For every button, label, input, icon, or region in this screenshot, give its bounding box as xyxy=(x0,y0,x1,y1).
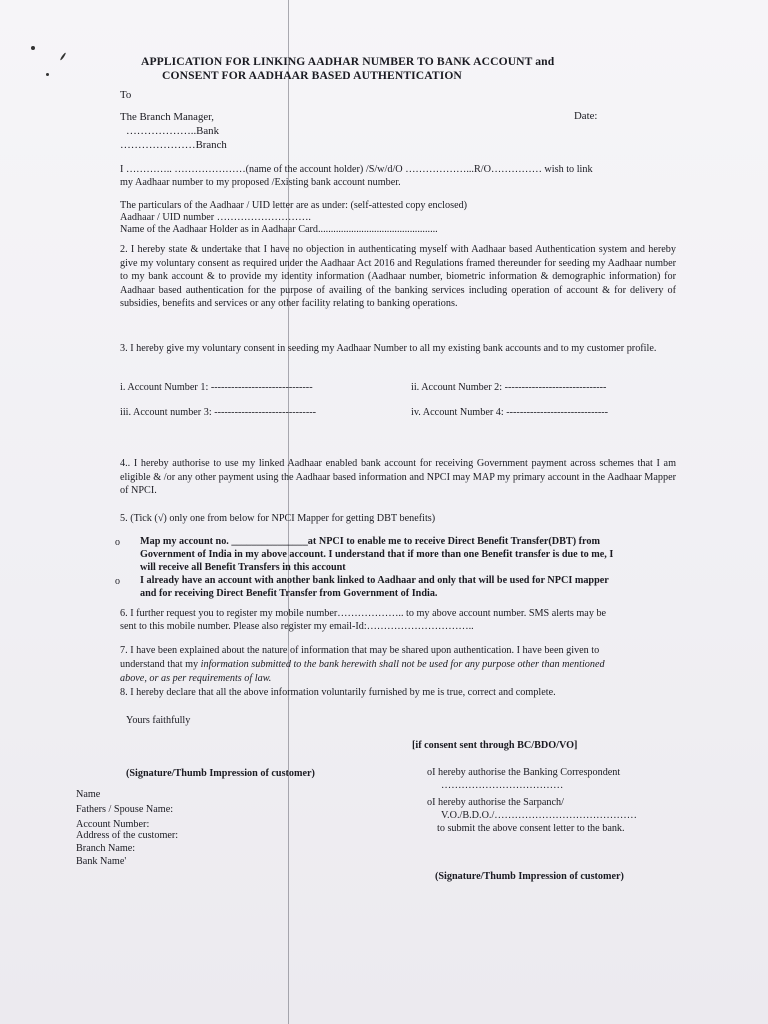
para2-consent: 2. I hereby state & undertake that I have no objection in authenticating myself with Aadhaar based Authentication system and hereby give my voluntary consent as required under the Aadhaar Act 2016 and Regulations framed thereunder for seeding my Aadhaar number to my bank account & to provide my identity information (Aadhaar number, biometric information & demographic information) for Aadhaar based authentication for the purpose of availing of the banking services including operation of account & for delivery of subsidies, benefits and services or any other facility relating to banking operations. xyxy=(120,244,676,309)
scan-speck xyxy=(31,46,35,50)
para7-italic-text: information submitted to the bank herewith shall not be used for any purpose other than mentioned xyxy=(200,659,605,670)
para1-line-1: I ………….. …………………(name of the account holder) /S/w/d/O ………………...R/O…………… wish to link xyxy=(120,164,593,175)
option1-line-3: will receive all Benefit Transfers in this account xyxy=(140,562,346,573)
para4-authorisation: 4.. I hereby authorise to use my linked Aadhaar enabled bank account for receiving Government payment across schemes that I am eligible & /or any other payment using the Aadhaar based information and NPCI may MAP my primary account in the Aadhaar Mapper of NPCI. xyxy=(120,458,676,496)
bc-option-2-radio[interactable]: o xyxy=(427,797,433,808)
customer-name-label: Name xyxy=(76,789,101,800)
particulars-line-1: The particulars of the Aadhaar / UID letter are as under: (self-attested copy enclosed) xyxy=(120,200,468,211)
account-number-2: ii. Account Number 2: ------------------------------ xyxy=(411,382,607,393)
para8-declaration: 8. I hereby declare that all the above information voluntarily furnished by me is true, correct and complete. xyxy=(120,687,556,698)
bank-line: ………………..Bank xyxy=(126,125,219,137)
para1-line-2: my Aadhaar number to my proposed /Existing bank account number. xyxy=(120,177,401,188)
option2-radio[interactable]: o xyxy=(115,576,120,587)
account-number-label: Account Number: xyxy=(76,819,150,830)
account-number-1: i. Account Number 1: ------------------------------ xyxy=(120,382,313,393)
branch-line: …………………Branch xyxy=(120,139,227,151)
option1-radio[interactable]: o xyxy=(115,537,120,548)
option1-line-1: Map my account no. _______________at NPCI to enable me to receive Direct Benefit Transfer(DBT) from xyxy=(140,536,600,547)
account-number-4: iv. Account Number 4: ------------------------------ xyxy=(411,407,609,418)
para7-line-2 xyxy=(120,658,605,672)
option2-line-2: and for receiving Direct Benefit Transfer from Government of India. xyxy=(140,588,438,599)
para6-line-1: 6. I further request you to register my mobile number……………….. to my above account number. SMS alerts may be xyxy=(120,608,607,619)
bc-option-1-radio[interactable]: o xyxy=(427,767,433,778)
account-number-3: iii. Account number 3: ------------------------------ xyxy=(120,407,316,418)
to-label: To xyxy=(120,89,132,101)
date-label: Date: xyxy=(574,110,598,122)
para7-line-3: above, or as per requirements of law. xyxy=(120,673,272,684)
title-line-1: APPLICATION FOR LINKING AADHAR NUMBER TO BANK ACCOUNT and xyxy=(141,55,555,68)
bc-option-2-text: I hereby authorise the Sarpanch/ xyxy=(432,797,564,808)
scan-speck xyxy=(46,73,49,76)
signature-customer-2: (Signature/Thumb Impression of customer) xyxy=(435,871,624,882)
bc-option-1-text: I hereby authorise the Banking Correspondent xyxy=(432,767,621,778)
option1-line-2: Government of India in my above account. I understand that if more than one Benefit transfer is due to me, I xyxy=(140,549,614,560)
para7-line-1: 7. I have been explained about the nature of information that may be shared upon authentication. I have been given to xyxy=(120,645,600,656)
para5-tick-instruction: 5. (Tick (√) only one from below for NPCI Mapper for getting DBT benefits) xyxy=(120,513,436,524)
bc-correspondent-blank: ……………………………… xyxy=(441,780,564,791)
father-spouse-name-label: Fathers / Spouse Name: xyxy=(76,804,174,815)
para6-line-2: sent to this mobile number. Please also register my email-Id:………………………….. xyxy=(120,621,474,632)
vo-bdo-blank: V.O./B.D.O./…………………………………… xyxy=(441,810,637,821)
customer-address-label: Address of the customer: xyxy=(76,830,179,841)
bc-option-1 xyxy=(427,766,620,780)
para3-consent: 3. I hereby give my voluntary consent in seeding my Aadhaar Number to all my existing bank accounts and to my customer profile. xyxy=(120,343,657,354)
title-line-2: CONSENT FOR AADHAAR BASED AUTHENTICATION xyxy=(162,69,462,82)
aadhaar-holder-name-line: Name of the Aadhaar Holder as in Aadhaar Card............................................... xyxy=(120,224,438,235)
bank-name-label: Bank Name' xyxy=(76,856,127,867)
para7-plain-text: understand that my xyxy=(120,659,201,670)
bc-option-2 xyxy=(427,796,564,810)
branch-manager: The Branch Manager, xyxy=(120,111,214,123)
option2-line-1: I already have an account with another bank linked to Aadhaar and only that will be used for NPCI mapper xyxy=(140,575,609,586)
closing-yours-faithfully: Yours faithfully xyxy=(126,715,191,726)
branch-name-label: Branch Name: xyxy=(76,843,136,854)
bc-consent-header: [if consent sent through BC/BDO/VO] xyxy=(412,740,578,751)
signature-customer-1: (Signature/Thumb Impression of customer) xyxy=(126,768,315,779)
aadhaar-number-line: Aadhaar / UID number ………………………. xyxy=(120,212,311,223)
scan-speck xyxy=(60,52,67,61)
bc-submit-text: to submit the above consent letter to the bank. xyxy=(437,823,625,834)
